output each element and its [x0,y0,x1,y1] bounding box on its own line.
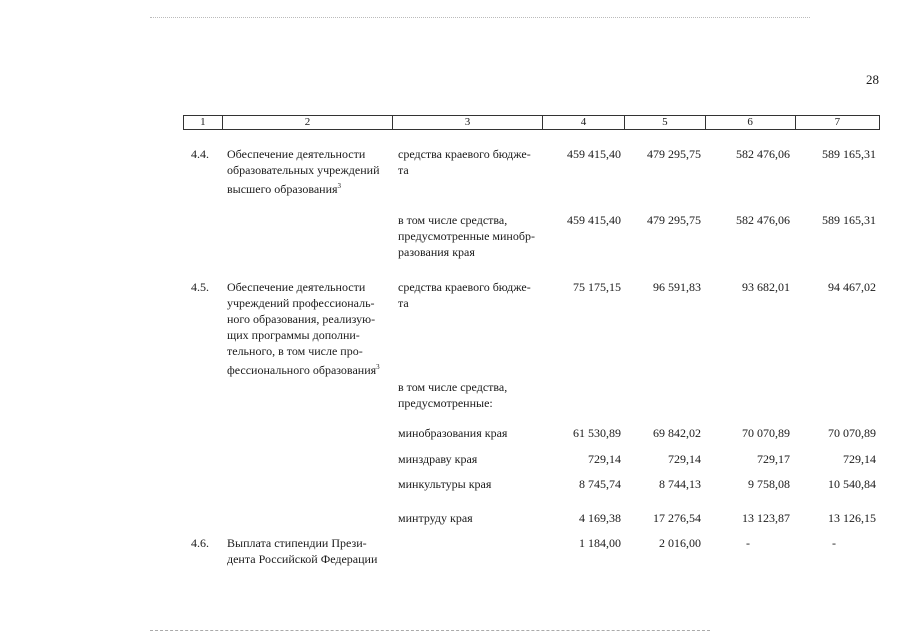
row-description [227,279,389,378]
column-header-row [183,115,880,130]
row-description [227,535,389,567]
value-col7: 94 467,02 [828,280,876,294]
value-col5: 2 016,00 [659,536,701,550]
value-col7: 589 165,31 [822,147,876,161]
row-number: 4.4. [191,147,209,161]
value-col6: 93 682,01 [742,280,790,294]
description-line: Обеспечение деятельности [227,280,366,294]
value-col5: 479 295,75 [647,147,701,161]
description-line: высшего образования$^3$ [227,182,342,196]
footnote-marker: 3 [376,363,380,371]
description-line: Обеспечение деятельности [227,147,366,161]
funding-source [398,279,538,311]
funding-source: минобразования края [398,426,508,440]
value-col6: 582 476,06 [736,213,790,227]
source-line: разования края [398,245,475,259]
value-col4: 459 415,40 [567,213,621,227]
funding-source [398,379,538,411]
header-col-3: 3 [393,116,543,129]
description-line: образовательных учреждений [227,163,380,177]
value-col4: 8 745,74 [579,477,621,491]
value-col7: - [832,536,836,550]
value-col6: 13 123,87 [742,511,790,525]
value-col5: 69 842,02 [653,426,701,440]
description-line: учреждений профессиональ- [227,296,375,310]
description-line: ного образования, реализую- [227,312,376,326]
value-col5: 479 295,75 [647,213,701,227]
header-col-5: 5 [625,116,705,129]
header-col-6: 6 [706,116,796,129]
header-col-7: 7 [834,116,841,128]
value-col4: 75 175,15 [573,280,621,294]
value-col7: 10 540,84 [828,477,876,491]
source-line: та [398,163,409,177]
value-col7: 70 070,89 [828,426,876,440]
funding-source: минкультуры края [398,477,492,491]
value-col7: 729,14 [843,452,876,466]
funding-source [398,146,538,178]
value-col5: 8 744,13 [659,477,701,491]
source-line: в том числе средства, [398,380,508,394]
value-col7: 589 165,31 [822,213,876,227]
value-col5: 17 276,54 [653,511,701,525]
funding-source: минздраву края [398,452,478,466]
scan-artifact-top [150,17,810,19]
value-col4: 61 530,89 [573,426,621,440]
row-number: 4.5. [191,280,209,294]
value-col5: 96 591,83 [653,280,701,294]
scan-artifact-bottom [150,630,710,632]
page-number: 28 [866,72,879,87]
value-col6: - [746,536,750,550]
description-line: фессионального образования$^3$ [227,363,380,377]
value-col4: 459 415,40 [567,147,621,161]
value-col4: 4 169,38 [579,511,621,525]
value-col4: 1 184,00 [579,536,621,550]
value-col6: 582 476,06 [736,147,790,161]
row-description [227,146,389,197]
description-line: тельного, в том числе про- [227,344,363,358]
source-line: предусмотренные: [398,396,493,410]
header-col-2: 2 [223,116,394,129]
header-col-1: 1 [184,116,223,129]
source-line: средства краевого бюдже- [398,147,531,161]
description-line: щих программы дополни- [227,328,360,342]
source-line: та [398,296,409,310]
funding-source [398,212,538,260]
value-col5: 729,14 [668,452,701,466]
funding-source: минтруду края [398,511,473,525]
footnote-marker: 3 [337,182,342,190]
value-col6: 70 070,89 [742,426,790,440]
row-number: 4.6. [191,536,209,550]
value-col4: 729,14 [588,452,621,466]
source-line: средства краевого бюдже- [398,280,531,294]
value-col6: 729,17 [757,452,790,466]
value-col6: 9 758,08 [748,477,790,491]
description-line: Выплата стипендии Прези- [227,536,367,550]
header-col-4: 4 [543,116,625,129]
source-line: предусмотренные минобр- [398,229,535,243]
source-line: в том числе средства, [398,213,508,227]
description-line: дента Российской Федерации [227,552,378,566]
value-col7: 13 126,15 [828,511,876,525]
